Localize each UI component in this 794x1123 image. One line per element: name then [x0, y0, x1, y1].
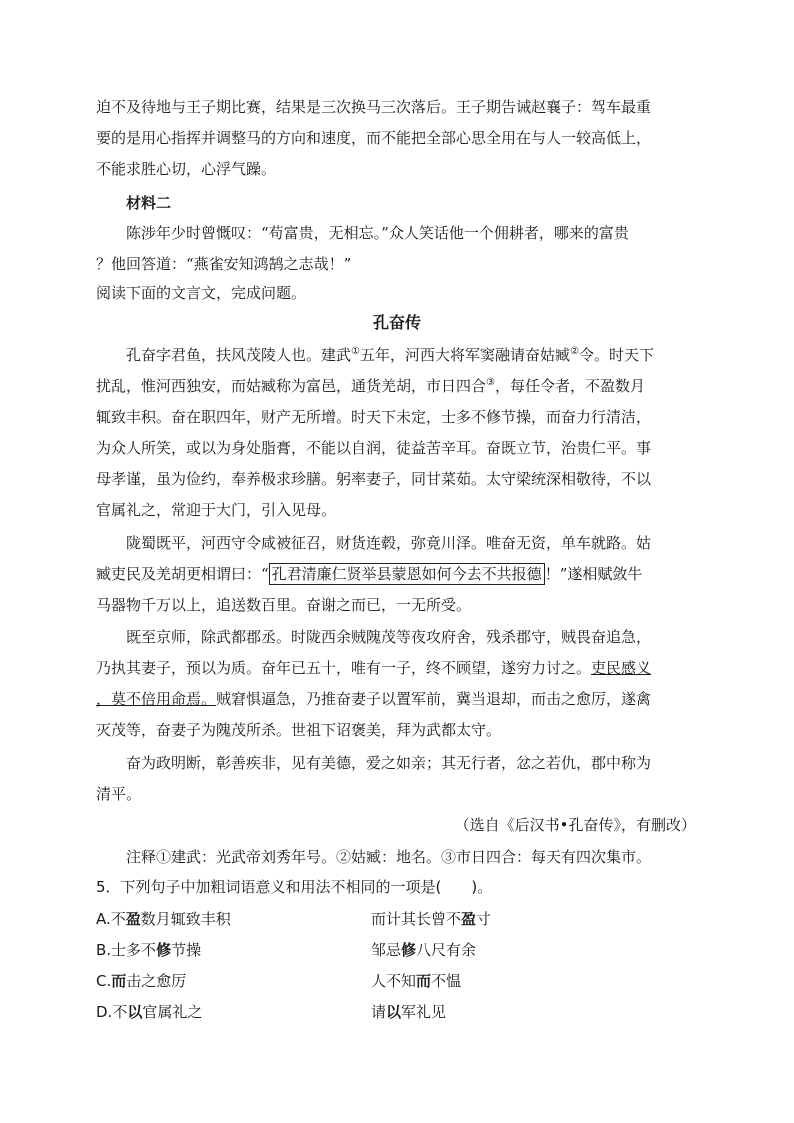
bold-word: 修 — [156, 941, 172, 959]
option-a-right: 而计其长曾不盈寸 — [371, 910, 492, 928]
option-c-right: 人不知而不愠 — [371, 972, 462, 990]
text-line: 为众人所笑，或以为身处脂膏，不能以自润，徒益苦辛耳。奋既立节，治贵仁平。事 — [96, 439, 652, 457]
bold-word: 修 — [401, 941, 417, 959]
text-line: 臧吏民及羌胡更相谓曰：“ 孔君清廉仁贤举县蒙恩如何今去不共报德 ！”遂相赋敛牛 — [96, 565, 643, 583]
material2-body — [96, 218, 696, 280]
text-line: 扰乱，惟河西独安，而姑臧称为富邑，通货羌胡，市日四合③，每任令者，不盈数月 — [96, 377, 645, 395]
text-line: 官属礼之，常迎于大门，引入见母。 — [96, 501, 337, 519]
option-b-left[interactable]: B.士多不修节操 — [96, 941, 202, 959]
footnote-marker: ① — [351, 346, 360, 357]
text-line: 陇蜀既平，河西守令咸被征召，财货连毂，弥竟川泽。唯奋无资，单车就路。姑 — [126, 534, 652, 552]
text-line: 母孝谨，虽为俭约，奉养极求珍膳。躬率妻子，同甘菜茹。太守梁统深相敬待，不以 — [96, 470, 652, 488]
material2-heading: 材料二 — [126, 194, 172, 212]
text-line: 要的是用心指挥并调整马的方向和速度，而不能把全部心思全用在与人一较高低上， — [96, 129, 652, 147]
text-line: 孔奋字君鱼，扶风茂陵人也。建武①五年，河西大将军窦融请奋姑臧②令。时天下 — [126, 346, 654, 364]
option-c-left[interactable]: C.而击之愈厉 — [96, 972, 187, 990]
text-line: 马器物千万以上，追送数百里。奋谢之而已，一无所受。 — [96, 596, 472, 614]
text-line: 不能求胜心切，心浮气躁。 — [96, 160, 277, 178]
reading-instruction: 阅读下面的文言文，完成问题。 — [96, 284, 307, 302]
text-line: 灭茂等，奋妻子为隗茂所杀。世祖下诏褒美，拜为武都太守。 — [96, 721, 502, 739]
text-line: ，莫不倍用命焉。贼窘惧逼急，乃推奋妻子以置军前，冀当退却，而击之愈厉，遂禽 — [96, 690, 652, 708]
passage-paragraph-4 — [96, 748, 696, 810]
text-line: 清平。 — [96, 785, 142, 803]
footnote-marker: ② — [570, 346, 579, 357]
bold-word: 以 — [386, 1003, 402, 1021]
bold-word: 而 — [416, 972, 432, 990]
text-line: 既至京师，除武都郡丞。时陇西余贼隗茂等夜攻府舍，残杀郡守，贼畏奋追急， — [126, 628, 652, 646]
option-b-right: 邹忌修八尺有余 — [371, 941, 477, 959]
question-stem: 5．下列句子中加粗词语意义和用法不相同的一项是( )。 — [96, 878, 493, 896]
text-line: ？他回答道：“燕雀安知鸿鹄之志哉！” — [96, 255, 352, 273]
footnote-marker: ③ — [486, 377, 495, 388]
source-citation: （选自《后汉书•孔奋传》，有删改） — [454, 816, 696, 834]
underlined-sentence: ，莫不倍用命焉。 — [96, 690, 217, 708]
bold-word: 以 — [127, 1003, 143, 1021]
text-line: 迫不及待地与王子期比赛，结果是三次换马三次落后。王子期告诫赵襄子：驾车最重 — [96, 98, 652, 116]
text-line: 辄致丰积。奋在职四年，财产无所增。时天下未定，士多不修节操，而奋力行清洁， — [96, 408, 652, 426]
text-line: 乃执其妻子，预以为质。奋年已五十，唯有一子，终不顾望，遂穷力讨之。吏民感义 — [96, 659, 652, 677]
footnotes: 注释①建武：光武帝刘秀年号。②姑臧：地名。③市日四合：每天有四次集市。 — [126, 848, 652, 866]
passage-paragraph-3 — [96, 622, 696, 746]
underlined-sentence: 吏民感义 — [591, 659, 652, 677]
passage-title: 孔奋传 — [372, 313, 421, 332]
option-d-left[interactable]: D.不以官属礼之 — [96, 1003, 203, 1021]
option-d-right: 请以军礼见 — [371, 1003, 447, 1021]
bold-word: 盈 — [461, 910, 477, 928]
text-line: 陈涉年少时曾慨叹：“苟富贵，无相忘。”众人笑话他一个佣耕者，哪来的富贵 — [126, 224, 629, 242]
text-line: 奋为政明断，彰善疾非，见有美德，爱之如亲；其无行者，忿之若仇，郡中称为 — [126, 754, 652, 772]
bold-word: 盈 — [125, 910, 141, 928]
option-a-left[interactable]: A.不盈数月辄致丰积 — [96, 910, 231, 928]
passage-paragraph-2 — [96, 528, 696, 621]
passage-paragraph-1 — [96, 340, 696, 526]
boxed-sentence: 孔君清廉仁贤举县蒙恩如何今去不共报德 — [269, 563, 545, 585]
material1-tail — [96, 92, 696, 185]
bold-word: 而 — [111, 972, 127, 990]
